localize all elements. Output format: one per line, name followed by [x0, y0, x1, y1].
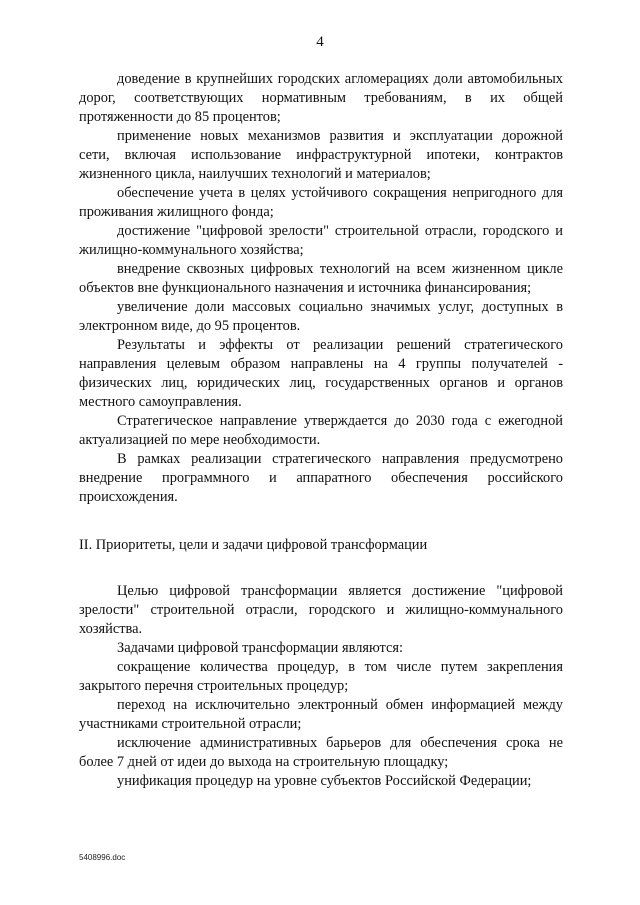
paragraph: достижение "цифровой зрелости" строительной отрасли, городского и жилищно-коммунального хозяйства; [79, 223, 563, 258]
page-number: 4 [316, 34, 324, 50]
paragraph: внедрение сквозных цифровых технологий на всем жизненном цикле объектов вне функционального назначения и источника финансирования; [79, 261, 563, 296]
section-heading: II. Приоритеты, цели и задачи цифровой трансформации [79, 537, 428, 553]
paragraph: сокращение количества процедур, в том числе путем закрепления закрытого перечня строительных процедур; [79, 659, 563, 694]
paragraph: Стратегическое направление утверждается до 2030 года с ежегодной актуализацией по мере необходимости. [79, 413, 563, 448]
paragraph: применение новых механизмов развития и эксплуатации дорожной сети, включая использование инфраструктурной ипотеки, контрактов жизненного цикла, наилучших технологий и материалов; [79, 128, 563, 182]
paragraph: В рамках реализации стратегического направления предусмотрено внедрение программного и аппаратного обеспечения российского происхождения. [79, 451, 563, 505]
paragraph: обеспечение учета в целях устойчивого сокращения непригодного для проживания жилищного фонда; [79, 185, 563, 220]
document-body [79, 70, 563, 791]
paragraph: исключение административных барьеров для обеспечения срока не более 7 дней от идеи до выхода на строительную площадку; [79, 735, 563, 770]
footer-filename: 5408996.doc [79, 853, 126, 862]
paragraph: доведение в крупнейших городских агломерациях доли автомобильных дорог, соответствующих нормативным требованиям, в их общей протяженности до 85 процентов; [79, 71, 563, 125]
paragraph: увеличение доли массовых социально значимых услуг, доступных в электронном виде, до 95 процентов. [79, 299, 563, 334]
paragraph: Результаты и эффекты от реализации решений стратегического направления целевым образом направлены на 4 группы получателей - физических лиц, юридических лиц, государственных органов и органов местного самоуправления. [79, 337, 563, 410]
paragraph: переход на исключительно электронный обмен информацией между участниками строительной отрасли; [79, 697, 563, 732]
paragraph: унификация процедур на уровне субъектов Российской Федерации; [117, 773, 532, 789]
paragraph: Задачами цифровой трансформации являются: [117, 640, 404, 656]
paragraph: Целью цифровой трансформации является достижение "цифровой зрелости" строительной отрасли, городского и жилищно-коммунального хозяйства. [79, 583, 563, 637]
